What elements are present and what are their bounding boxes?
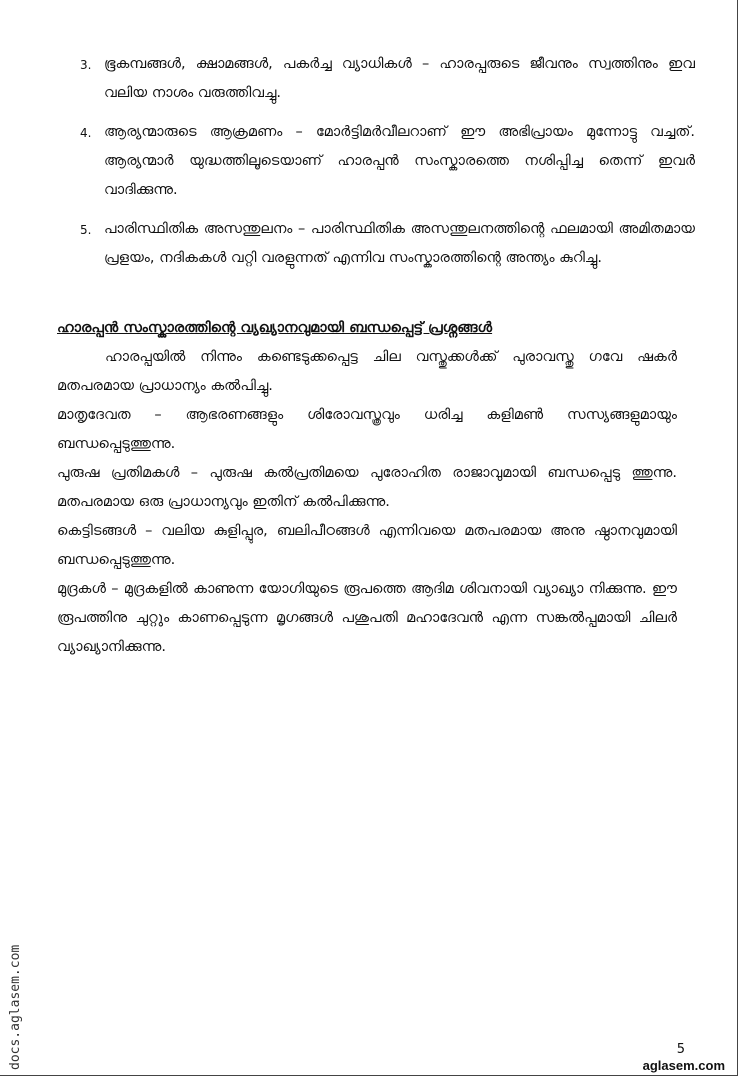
- list-number: 3.: [80, 58, 92, 72]
- list-text: പാരിസ്ഥിതിക അസന്തുലനം – പാരിസ്ഥിതിക അസന്തുലനത്തിന്റെ ഫലമായി അമിതമായ പ്രളയം, നദികകൾ വറ്റി വരളുന്നത് എന്നിവ സംസ്കാരത്തിന്റെ അന്ത്യം കുറിച്ചു.: [104, 221, 695, 266]
- list-number: 4.: [80, 126, 92, 140]
- paragraph-male-figures: പുരുഷ പ്രതിമകൾ – പുരുഷ കൽപ്രതിമയെ പുരോഹിത രാജാവുമായി ബന്ധപ്പെടു ത്തുന്നു. മതപരമായ ഒരു പ്രാധാന്യവും ഇതിന് കൽപിക്കുന്നു.: [57, 465, 677, 510]
- watermark: docs.aglasem.com: [8, 944, 23, 1070]
- section-heading: ഹാരപ്പൻ സംസ്കാരത്തിന്റെ വ്യഖ്യാനവുമായി ബന്ധപ്പെട്ട് പ്രശ്നങ്ങൾ: [57, 320, 493, 336]
- list-item: [80, 215, 695, 273]
- list-item: [80, 118, 695, 205]
- intro-paragraph: ഹാരപ്പയിൽ നിന്നും കണ്ടെടുക്കപ്പെട്ട ചില വസ്തുക്കൾക്ക് പുരാവസ്തു ഗവേ ഷകർ മതപരമായ പ്രാധാന്യം കൽപിച്ചു.: [57, 349, 677, 394]
- list-text: ഭൂകമ്പങ്ങൾ, ക്ഷാമങ്ങൾ, പകർച്ച വ്യാധികൾ – ഹാരപ്പരുടെ ജീവനും സ്വത്തിനും ഇവ വലിയ നാശം വരുത്തിവച്ചു.: [104, 56, 695, 101]
- paragraph-buildings: കെട്ടിടങ്ങൾ – വലിയ കുളിപ്പുര, ബലിപീഠങ്ങൾ എന്നിവയെ മതപരമായ അനു ഷ്ഠാനവുമായി ബന്ധപ്പെടുത്തുന്നു.: [57, 523, 677, 568]
- page-number: 5: [676, 1042, 685, 1057]
- interpretation-section: [57, 315, 677, 662]
- list-item: [80, 50, 695, 108]
- footer-brand: aglasem.com: [642, 1058, 725, 1073]
- numbered-list: [80, 50, 695, 283]
- paragraph-seals: മുദ്രകൾ – മുദ്രകളിൽ കാണുന്ന യോഗിയുടെ രൂപത്തെ ആദിമ ശിവനായി വ്യാഖ്യാ നിക്കുന്നു. ഈ രൂപത്തിനു ചുറ്റും കാണപ്പെടുന്ന മൃഗങ്ങൾ പശുപതി മഹാദേവൻ എന്ന സങ്കൽപ്പമായി ചിലർ വ്യാഖ്യാനിക്കുന്നു.: [57, 581, 677, 655]
- list-number: 5.: [80, 223, 92, 237]
- list-text: ആര്യന്മാരുടെ ആക്രമണം – മോർട്ടിമർവീലറാണ് ഈ അഭിപ്രായം മുന്നോട്ടു വച്ചത്. ആര്യന്മാർ യുദ്ധത്തിലൂടെയാണ് ഹാരപ്പൻ സംസ്കാരത്തെ നശിപ്പിച്ച തെന്ന് ഇവർ വാദിക്കുന്നു.: [104, 124, 695, 198]
- paragraph-mother-goddess: മാതൃദേവത – ആഭരണങ്ങളും ശിരോവസ്ത്രവും ധരിച്ച കളിമൺ സസ്യങ്ങളുമായും ബന്ധപ്പെടുത്തുന്നു.: [57, 407, 677, 452]
